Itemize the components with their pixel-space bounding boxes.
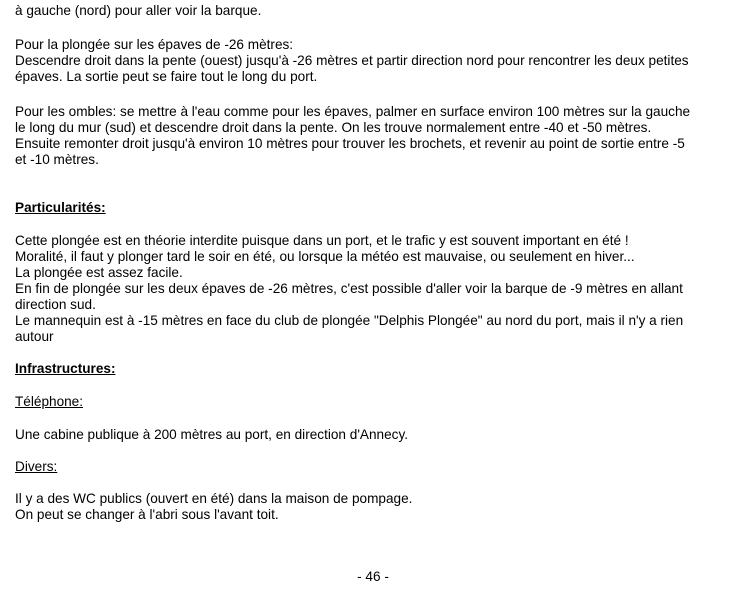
divers-line: On peut se changer à l'abri sous l'avant toit.	[15, 507, 279, 522]
page-number: - 46 -	[357, 569, 389, 584]
ombles-line: Ensuite remonter droit jusqu'à environ 10 mètres pour trouver les brochets, et revenir au point de sortie entre -5	[15, 136, 685, 151]
ombles-line: et -10 mètres.	[15, 152, 99, 167]
particularites-heading: Particularités:	[15, 200, 106, 215]
particularites-line: Moralité, il faut y plonger tard le soir en été, ou lorsque la météo est mauvaise, ou seulement en hiver...	[15, 249, 635, 264]
divers-subheading: Divers:	[15, 459, 58, 474]
epaves-line: Pour la plongée sur les épaves de -26 mètres:	[15, 37, 294, 52]
telephone-subheading: Téléphone:	[15, 394, 84, 409]
particularites-line: La plongée est assez facile.	[15, 265, 183, 280]
epaves-line: épaves. La sortie peut se faire tout le long du port.	[15, 69, 318, 84]
particularites-line: En fin de plongée sur les deux épaves de -26 mètres, c'est possible d'aller voir la barque de -9 mètres en allant	[15, 281, 683, 296]
divers-line: Il y a des WC publics (ouvert en été) dans la maison de pompage.	[15, 491, 413, 506]
ombles-line: Pour les ombles: se mettre à l'eau comme pour les épaves, palmer en surface environ 100 mètres sur la gauche	[15, 104, 691, 119]
particularites-line: autour	[15, 329, 54, 344]
telephone-text: Une cabine publique à 200 mètres au port, en direction d'Annecy.	[15, 427, 409, 442]
particularites-line: Le mannequin est à -15 mètres en face du club de plongée "Delphis Plongée" au nord du port, mais il n'y a rien	[15, 313, 684, 328]
particularites-line: direction sud.	[15, 297, 96, 312]
infrastructures-heading: Infrastructures:	[15, 361, 116, 376]
particularites-line: Cette plongée est en théorie interdite puisque dans un port, et le trafic y est souvent important en été !	[15, 233, 629, 248]
epaves-line: Descendre droit dans la pente (ouest) jusqu'à -26 mètres et partir direction nord pour rencontrer les deux petites	[15, 53, 689, 68]
intro-tail-line: à gauche (nord) pour aller voir la barque.	[15, 3, 262, 18]
ombles-line: le long du mur (sud) et descendre droit dans la pente. On les trouve normalement entre -40 et -50 mètres.	[15, 120, 652, 135]
